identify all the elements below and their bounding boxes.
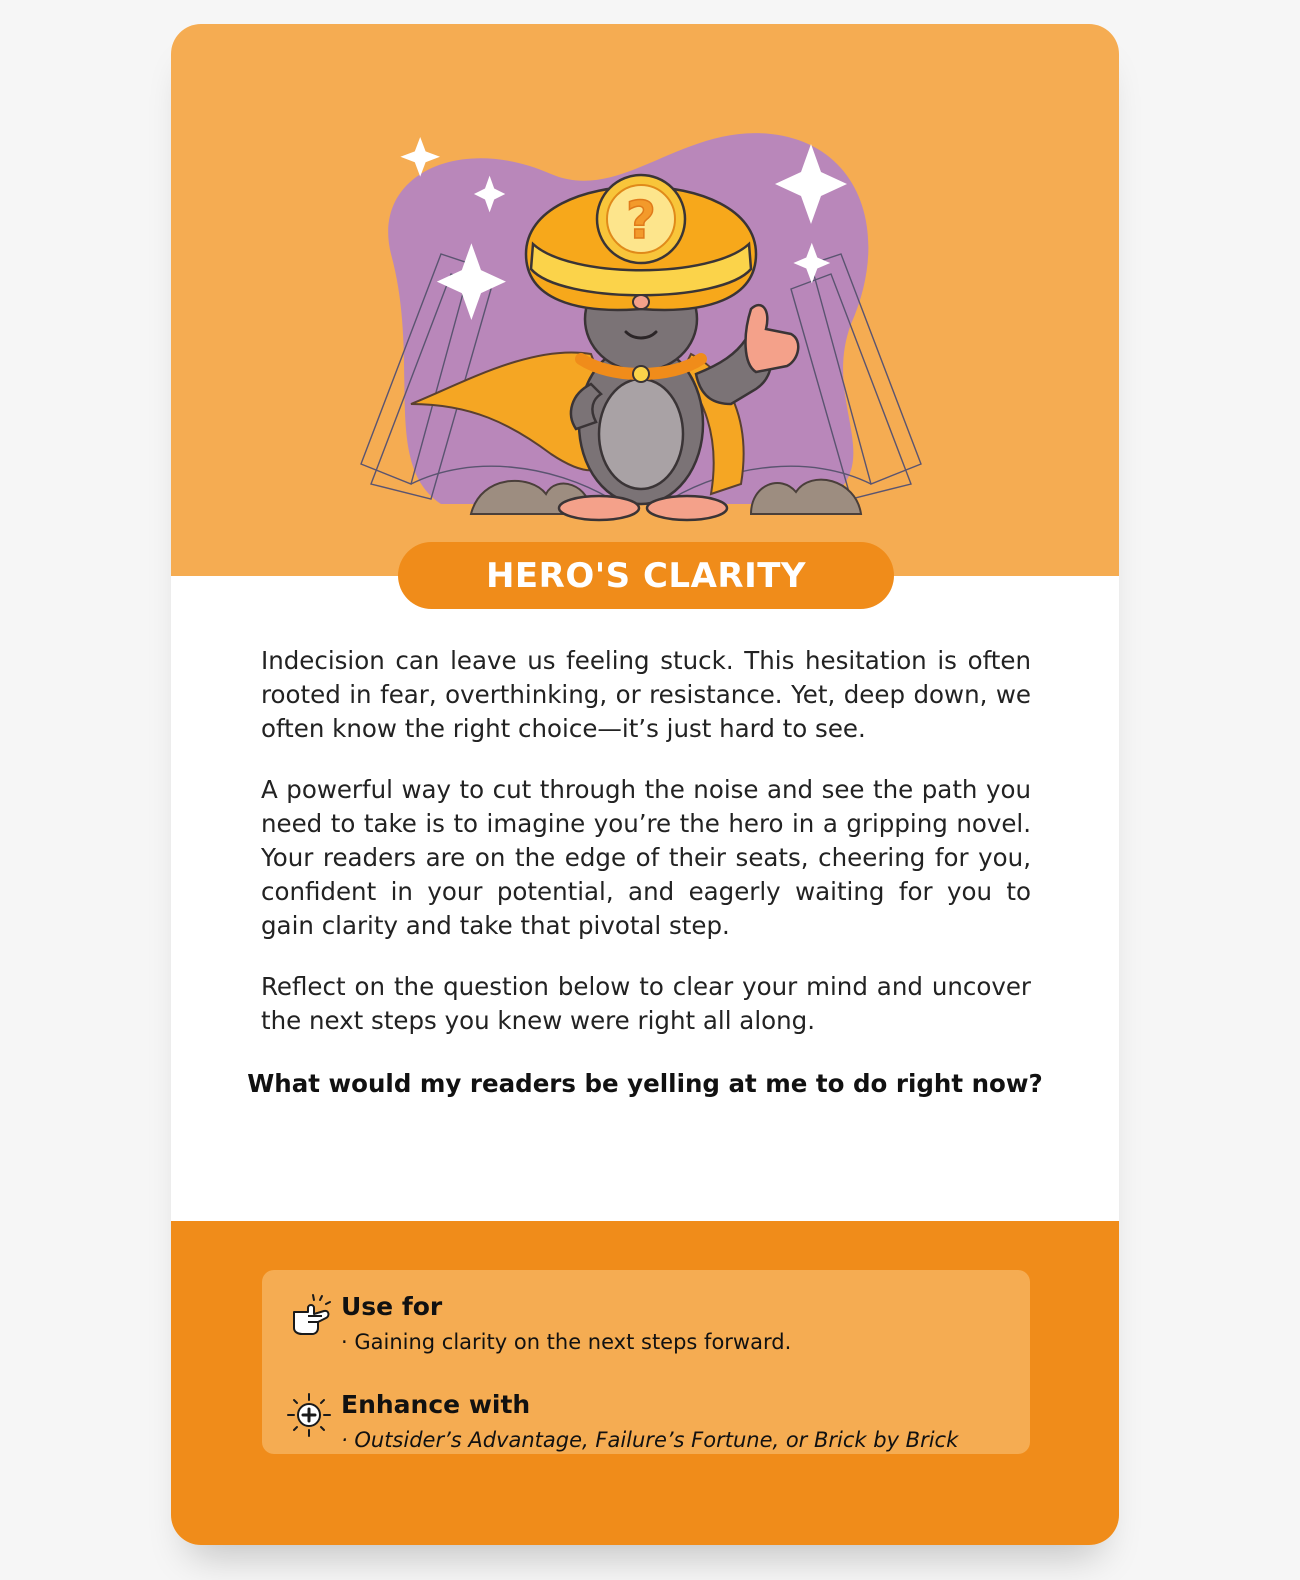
use-for-section — [262, 1292, 1030, 1372]
question-mark-icon: ? — [625, 191, 657, 251]
pointing-hand-icon — [286, 1292, 332, 1338]
card-title: HERO'S CLARITY — [485, 555, 807, 596]
body-paragraph-3: Reflect on the question below to clear your mind and uncover the next steps you knew were right all along. — [261, 972, 1031, 1035]
crosshair-plus-icon — [286, 1392, 332, 1438]
use-for-item: · Gaining clarity on the next steps forward. — [341, 1330, 792, 1354]
card-title-pill — [398, 542, 894, 609]
reflection-question: What would my readers be yelling at me to do right now? — [247, 1069, 1043, 1098]
enhance-with-section — [262, 1390, 1030, 1470]
enhance-with-title: Enhance with — [341, 1390, 531, 1419]
mole-hero-illustration — [351, 104, 931, 544]
card-body — [261, 644, 1031, 1065]
card-header — [171, 24, 1119, 576]
info-box — [262, 1270, 1030, 1454]
body-paragraph-2: A powerful way to cut through the noise and see the path you need to take is to imagine you’re the hero in a gripping novel. Your readers are on the edge of their seats, cheering for you, confident in your potential, and eagerly waiting for you to gain clarity and take that pivotal step. — [261, 775, 1031, 940]
body-paragraph-1: Indecision can leave us feeling stuck. This hesitation is often rooted in fear, overthinking, or resistance. Yet, deep down, we often know the right choice—it’s just hard to see. — [261, 646, 1031, 743]
card-footer — [171, 1221, 1119, 1545]
card — [171, 24, 1119, 1545]
enhance-with-item: · Outsider’s Advantage, Failure’s Fortune, or Brick by Brick — [341, 1428, 959, 1452]
mole-nose — [633, 295, 649, 309]
use-for-title: Use for — [341, 1292, 443, 1321]
